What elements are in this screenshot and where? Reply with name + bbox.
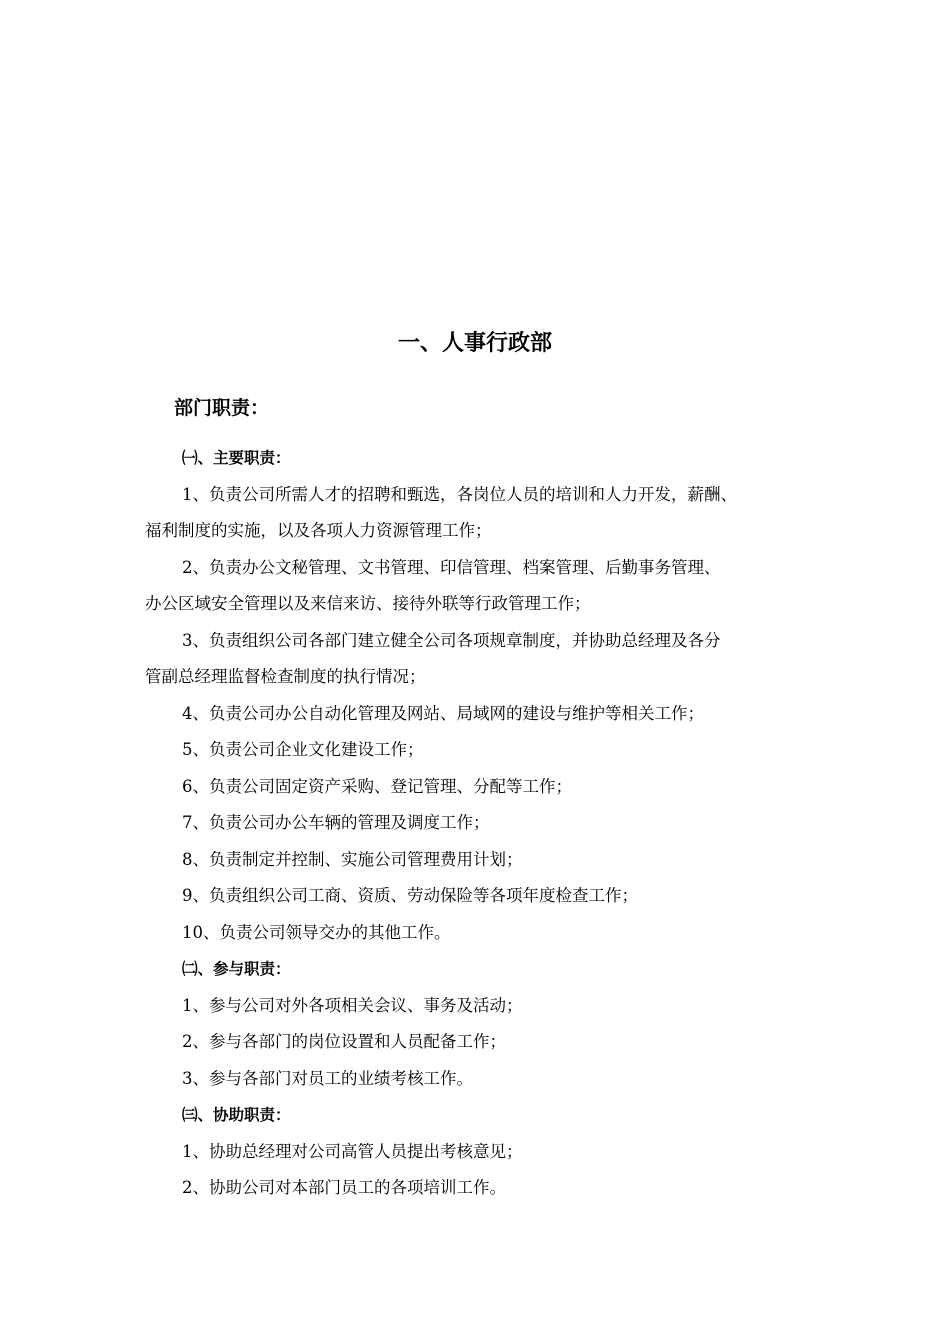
paragraph-line: 管副总经理监督检查制度的执行情况； xyxy=(145,667,426,686)
paragraph-line: 4、负责公司办公自动化管理及网站、局域网的建设与维护等相关工作； xyxy=(182,703,704,723)
paragraph-line: 5、负责公司企业文化建设工作； xyxy=(182,740,424,759)
paragraph-line: 3、负责组织公司各部门建立健全公司各项规章制度，并协助总经理及各分 xyxy=(182,630,721,650)
section-title-assist: ㈢、协助职责： xyxy=(182,1106,291,1124)
paragraph-line: 办公区域安全管理以及来信来访、接待外联等行政管理工作； xyxy=(145,594,591,613)
paragraph-line: 10、负责公司领导交办的其他工作。 xyxy=(182,922,451,942)
paragraph-line: 8、负责制定并控制、实施公司管理费用计划； xyxy=(182,849,523,869)
paragraph-line: 1、参与公司对外各项相关会议、事务及活动； xyxy=(182,995,523,1015)
section-title-participate: ㈡、参与职责： xyxy=(182,960,291,978)
paragraph-line: 3、参与各部门对员工的业绩考核工作。 xyxy=(182,1068,473,1088)
paragraph-line: 2、参与各部门的岗位设置和人员配备工作； xyxy=(182,1032,506,1051)
paragraph-line: 1、负责公司所需人才的招聘和甄选，各岗位人员的培训和人力开发，薪酬、 xyxy=(182,484,737,504)
paragraph-line: 7、负责公司办公车辆的管理及调度工作； xyxy=(182,813,490,832)
paragraph-line: 6、负责公司固定资产采购、登记管理、分配等工作； xyxy=(182,776,572,796)
section-title-main: ㈠、主要职责： xyxy=(182,449,291,467)
document-body xyxy=(145,440,825,1207)
paragraph-line: 2、协助公司对本部门员工的各项培训工作。 xyxy=(182,1178,506,1197)
paragraph-line: 1、协助总经理对公司高管人员提出考核意见； xyxy=(182,1141,523,1161)
paragraph-line: 2、负责办公文秘管理、文书管理、印信管理、档案管理、后勤事务管理、 xyxy=(182,557,721,577)
paragraph-line: 9、负责组织公司工商、资质、劳动保险等各项年度检查工作； xyxy=(182,886,638,905)
paragraph-line: 福利制度的实施，以及各项人力资源管理工作； xyxy=(145,521,492,540)
page-title: 一、人事行政部 xyxy=(397,331,552,356)
department-duties-heading: 部门职责： xyxy=(174,397,270,419)
